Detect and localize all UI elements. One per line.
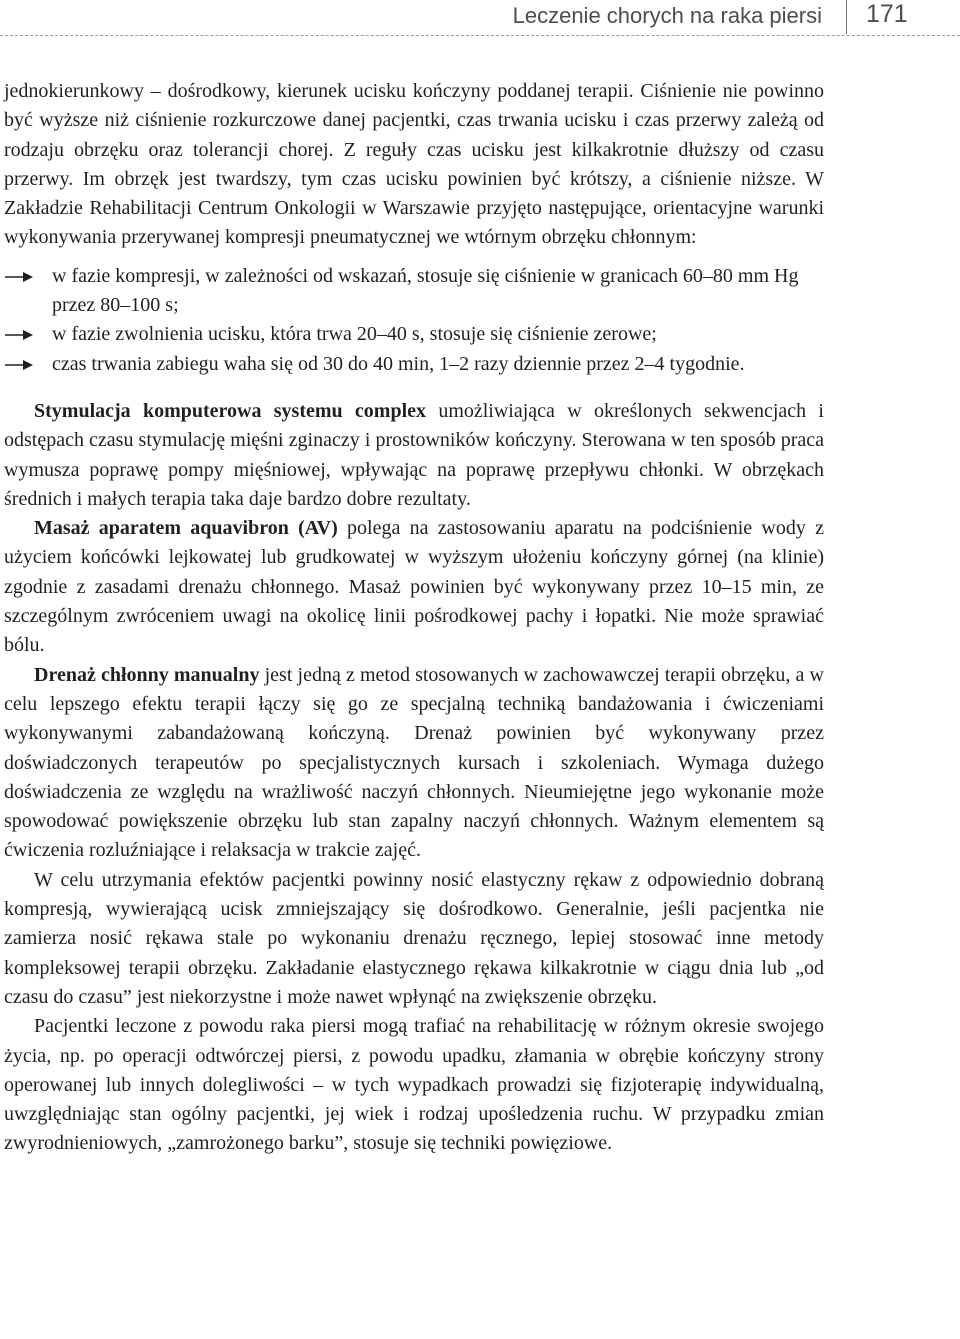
paragraph-compression: jednokierunkowy – dośrodkowy, kierunek ucisku kończyny poddanej terapii. Ciśnienie nie powinno być wyższe niż ciśnienie rozkurczowe danej pacjentki, czas trwania ucisku i czas przerwy zależą od rodzaju obrzęku oraz tolerancji chorej. Z reguły czas ucisku jest kilkakrotnie dłuższy od czasu przerwy. Im obrzęk jest twardszy, tym czas ucisku powinien być krótszy, a ciśnienie niższe. W Zakładzie Rehabilitacji Centrum Onkologii w Warszawie przyjęto następujące, orientacyjne warunki wykonywania przerywanej kompresji pneumatycznej we wtórnym obrzęku chłonnym: — [4, 80, 824, 249]
text-drenaz: jest jedną z metod stosowanych w zachowawczej terapii obrzęku, a w celu lepszego efektu terapii łączy się go ze specjalną techniką bandażowania i ćwiczeniami wykonywanymi zabandażowaną kończyną. Drenaż powinien być wykonywany przez doświadczonych terapeutów po specjalistycznych kursach i szkoleniach. Wymaga dużego doświadczenia ze względu na wrażliwość naczyń chłonnych. Nieumiejętne jego wykonanie może spowodować powiększenie obrzęku lub stan zapalny naczyń chłonnych. Ważnym elementem są ćwiczenia rozluźniające i relaksacja w trakcie zajęć. — [4, 663, 824, 862]
compression-conditions-list — [4, 262, 824, 379]
arrow-right-icon — [4, 350, 38, 379]
text-aquavibron: polega na zastosowaniu aparatu na podciśnienie wody z użyciem końcówki lejkowatej lub grudkowatej w wyższym ułożeniu kończyny górnej (na klinie) zgodnie z zasadami drenażu chłonnego. Masaż powinien być wykonywany przez 10–15 min, ze szczególnym zwróceniem uwagi na okolicę linii pośrodkowej pachy i łopatki. Nie może sprawiać bólu. — [4, 517, 824, 657]
arrow-right-icon — [4, 262, 38, 291]
paragraph-drenaz — [4, 661, 824, 866]
list-item-text: w fazie kompresji, w zależności od wskazań, stosuje się ciśnienie w granicach 60–80 mm Hg przez 80–100 s; — [52, 264, 799, 317]
header-separator — [846, 0, 847, 34]
paragraph-stymulacja — [4, 397, 824, 514]
list-item — [52, 350, 824, 379]
header-rule — [0, 35, 960, 36]
arrow-right-icon — [4, 320, 38, 349]
paragraph-rekaw: W celu utrzymania efektów pacjentki powinny nosić elastyczny rękaw z odpowiednio dobraną kompresją, wywierającą ucisk zmniejszający się dośrodkowo. Generalnie, jeśli pacjentka nie zamierza nosić rękawa stale po wykonaniu drenażu ręcznego, lepiej stosować inne metody kompleksowej terapii obrzęku. Zakładanie elastycznego rękawa kilkakrotnie w ciągu dnia lub „od czasu do czasu” jest niekorzystne i może nawet wpłynąć na zwiększenie obrzęku. — [4, 868, 824, 1008]
list-item — [52, 320, 824, 349]
paragraph-aquavibron — [4, 514, 824, 660]
paragraph-final: Pacjentki leczone z powodu raka piersi mogą trafiać na rehabilitację w różnym okresie swojego życia, np. po operacji odtwórczej piersi, z powodu upadku, złamania w obrębie kończyny strony operowanej lub innych dolegliwości – w tych wypadkach prowadzi się fizjoterapię indywidualną, uwzględniając stan ogólny pacjentki, jej wiek i rodzaj upośledzenia ruchu. W przypadku zmian zwyrodnieniowych, „zamrożonego barku”, stosuje się techniki powięziowe. — [4, 1015, 824, 1155]
term-stymulacja: Stymulacja komputerowa systemu complex — [34, 399, 427, 422]
page-number: 171 — [866, 0, 908, 28]
page-body — [4, 77, 824, 1159]
running-title: Leczenie chorych na raka piersi — [512, 3, 822, 28]
list-item-text: w fazie zwolnienia ucisku, która trwa 20–40 s, stosuje się ciśnienie zerowe; — [52, 323, 657, 346]
term-aquavibron: Masaż aparatem aquavibron (AV) — [34, 517, 338, 540]
list-item — [52, 262, 824, 321]
term-drenaz: Drenaż chłonny manualny — [34, 663, 260, 686]
text-stymulacja: umożliwiająca w określonych sekwencjach i odstępach czasu stymulację mięśni zginaczy i prostowników kończyny. Sterowana w ten sposób praca wymusza poprawę pompy mięśniowej, wpływając na poprawę przepływu chłonki. W obrzękach średnich i małych terapia taka daje bardzo dobre rezultaty. — [4, 399, 824, 510]
list-item-text: czas trwania zabiegu waha się od 30 do 40 min, 1–2 razy dziennie przez 2–4 tygodnie. — [52, 352, 745, 375]
running-header — [0, 0, 960, 36]
